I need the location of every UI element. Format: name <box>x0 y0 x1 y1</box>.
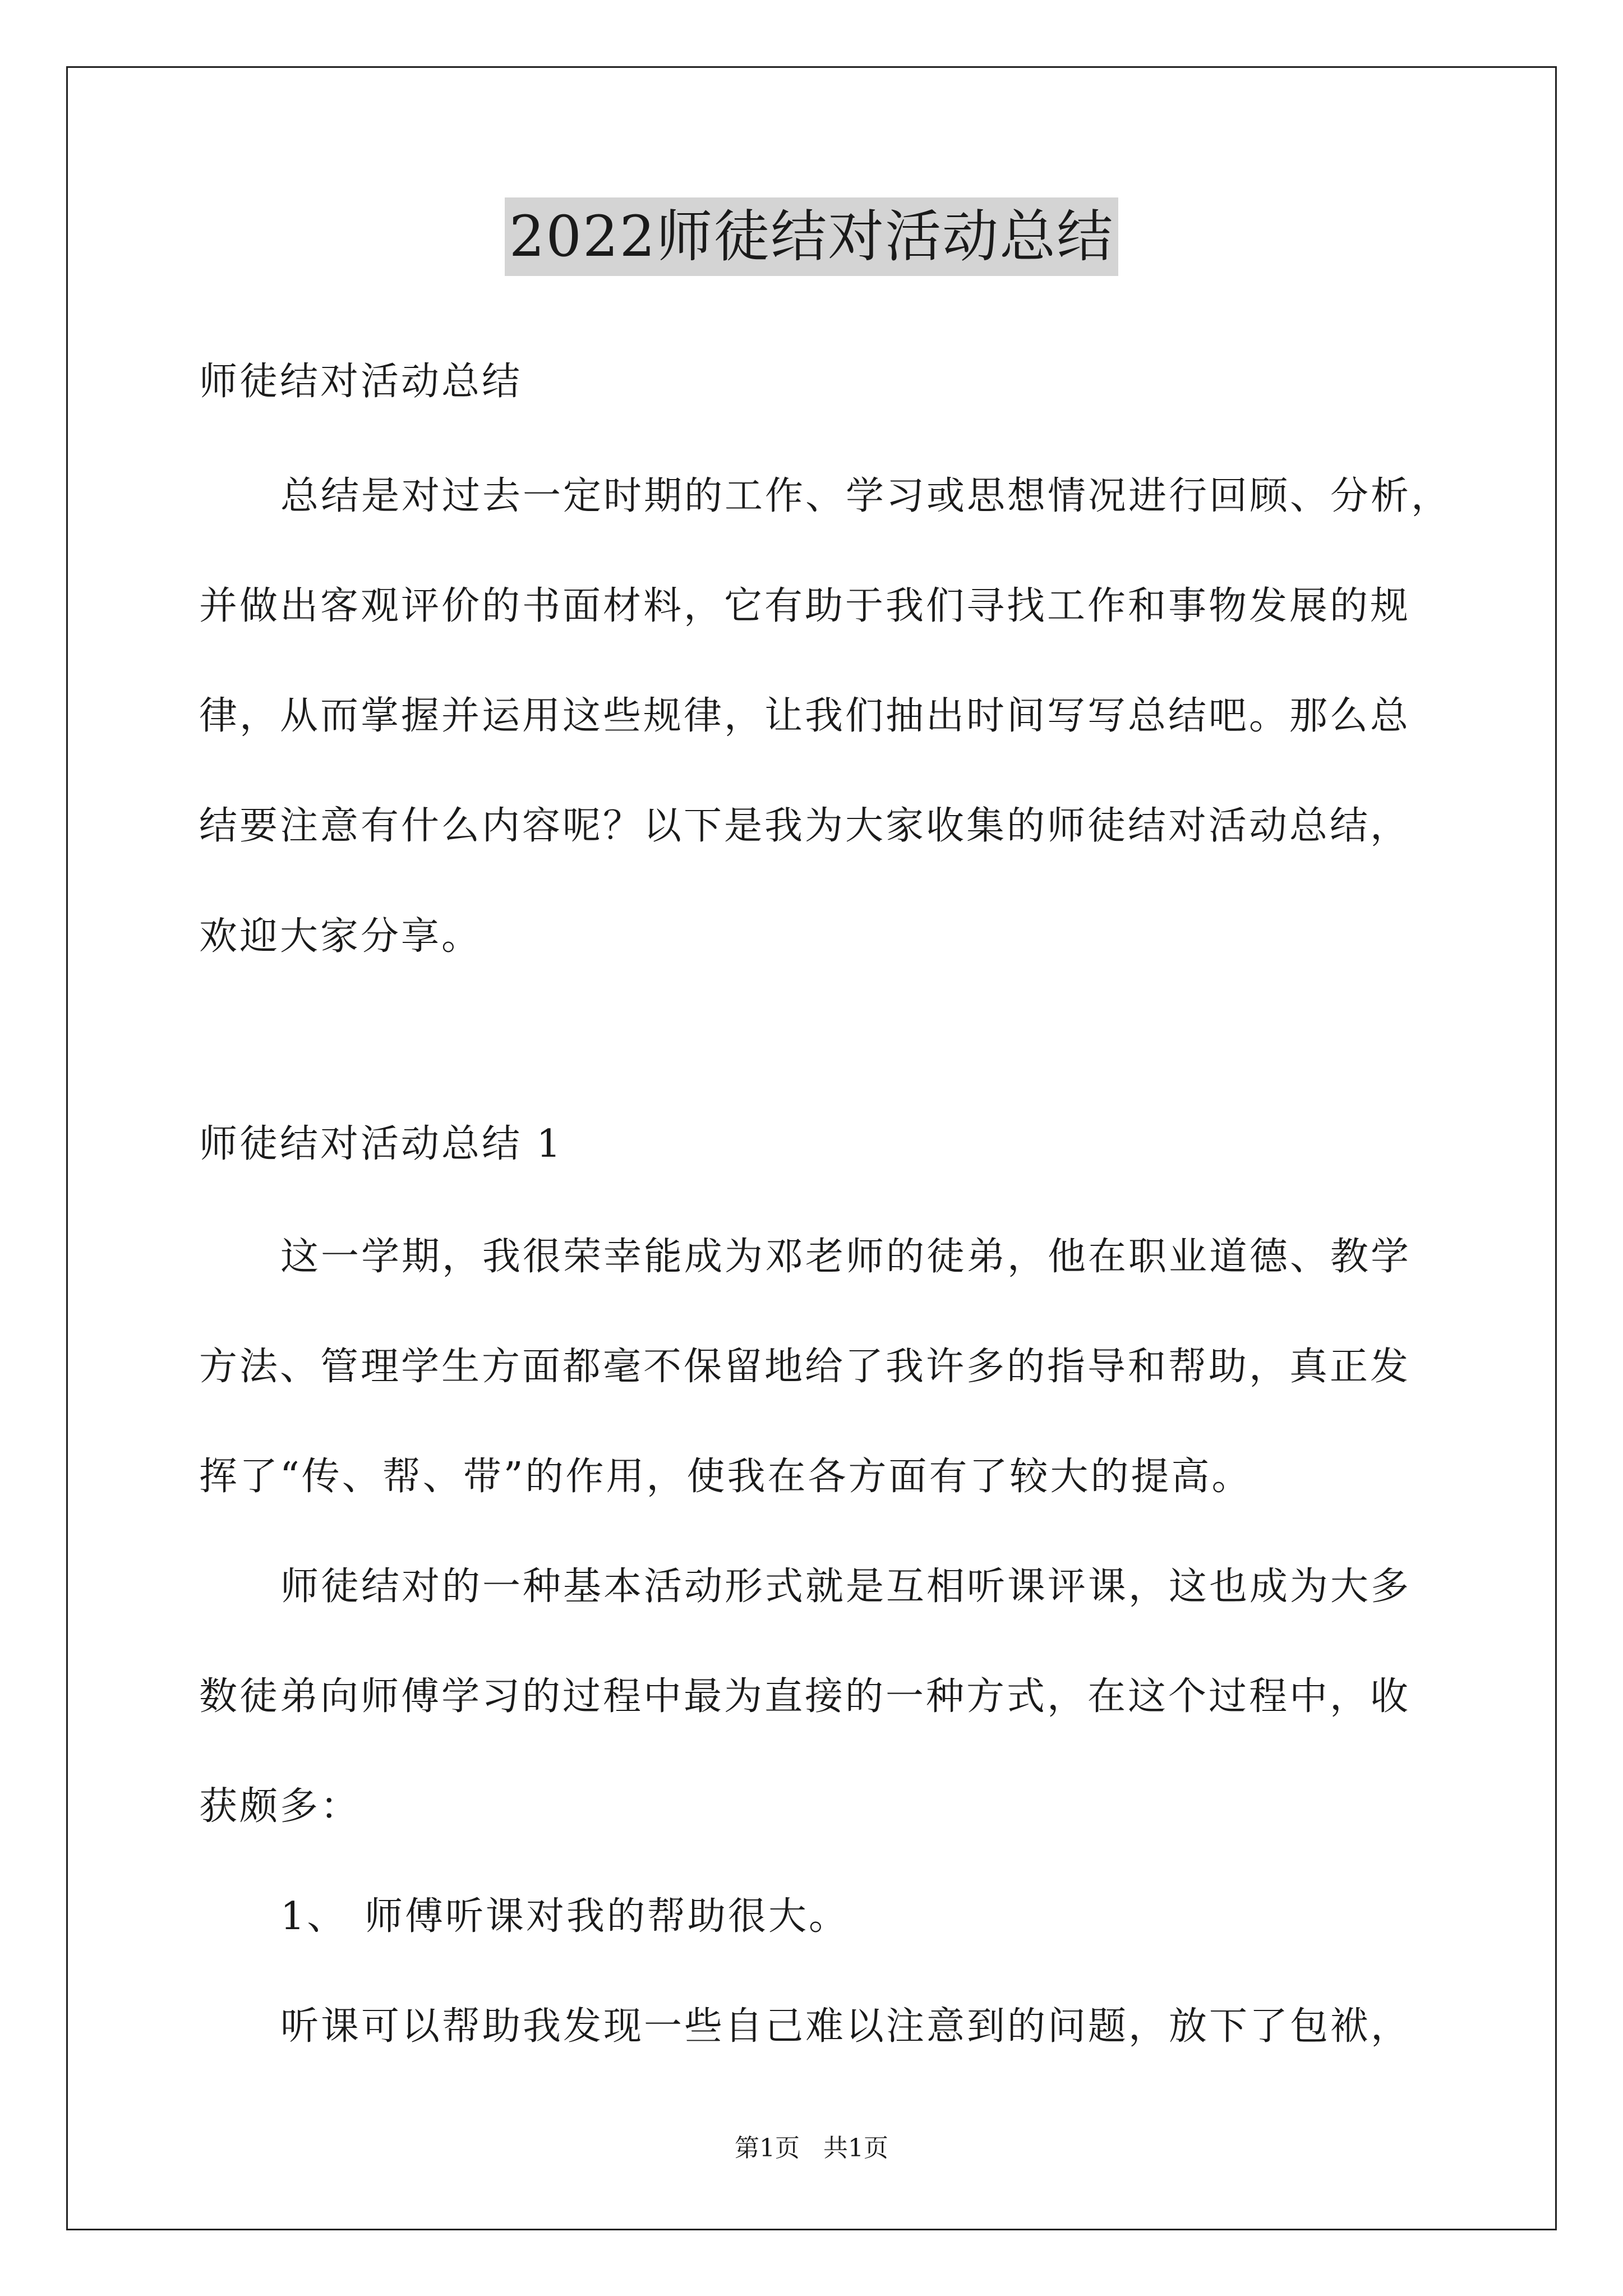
document-subtitle: 师徒结对活动总结 <box>199 360 523 404</box>
paragraph-line: 挥了“传、帮、带”的作用，使我在各方面有了较大的提高。 <box>199 1455 1252 1499</box>
intro-line: 总结是对过去一定时期的工作、学习或思想情况进行回顾、分析， <box>280 474 1452 518</box>
section-heading: 师徒结对活动总结 1 <box>199 1122 563 1166</box>
page-footer <box>0 2132 1623 2165</box>
paragraph-line: 获颇多： <box>199 1784 361 1829</box>
paragraph-line: 这一学期，我很荣幸能成为邓老师的徒弟，他在职业道德、教学 <box>280 1235 1412 1279</box>
paragraph-line: 听课可以帮助我发现一些自己难以注意到的问题，放下了包袱， <box>280 2004 1412 2049</box>
paragraph-line: 数徒弟向师傅学习的过程中最为直接的一种方式，在这个过程中，收 <box>199 1674 1411 1719</box>
intro-line: 欢迎大家分享。 <box>199 914 482 959</box>
page-number: 第1页 <box>735 2134 800 2162</box>
document-title: 2022师徒结对活动总结 <box>505 197 1119 276</box>
list-item-number: 1、 <box>280 1894 348 1939</box>
list-item-text: 师傅听课对我的帮助很大。 <box>365 1894 850 1939</box>
intro-line: 结要注意有什么内容呢？以下是我为大家收集的师徒结对活动总结， <box>199 804 1411 848</box>
intro-line: 并做出客观评价的书面材料，它有助于我们寻找工作和事物发展的规 <box>199 584 1411 628</box>
intro-line: 律，从而掌握并运用这些规律，让我们抽出时间写写总结吧。那么总 <box>199 694 1411 738</box>
page-total: 共1页 <box>823 2134 888 2162</box>
paragraph-line: 方法、管理学生方面都毫不保留地给了我许多的指导和帮助，真正发 <box>199 1345 1411 1389</box>
paragraph-line: 师徒结对的一种基本活动形式就是互相听课评课，这也成为大多 <box>280 1565 1412 1609</box>
title-container <box>0 197 1623 276</box>
